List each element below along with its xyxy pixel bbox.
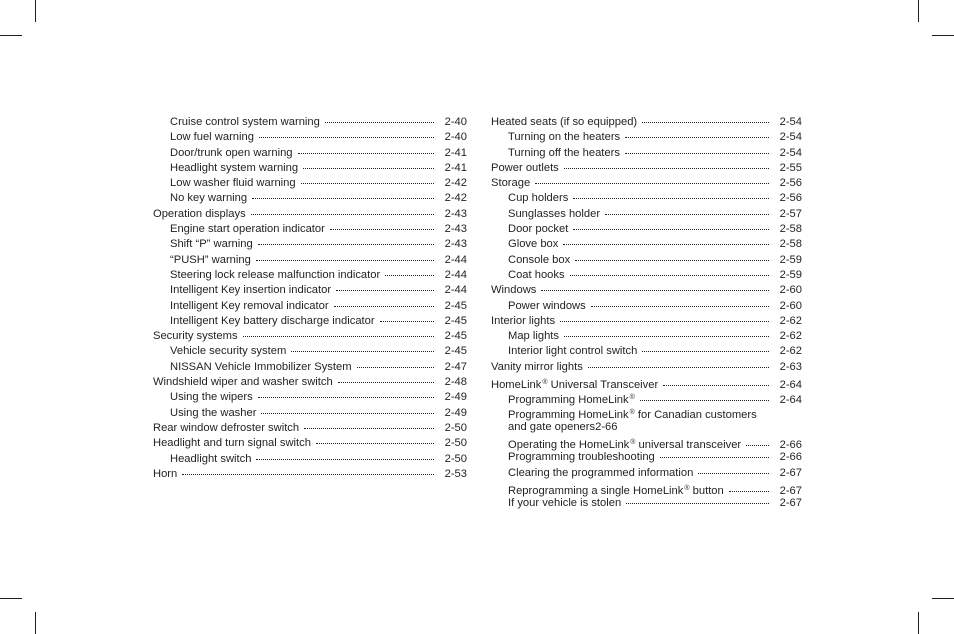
toc-subentry[interactable]: [491, 268, 802, 283]
toc-subentry[interactable]: [153, 283, 467, 298]
toc-subentry[interactable]: [491, 329, 802, 344]
toc-subentry[interactable]: [153, 115, 467, 130]
toc-entry-title: [491, 283, 536, 298]
dot-leader: [626, 502, 769, 504]
dot-leader: [330, 228, 434, 230]
toc-entry-title: [491, 176, 530, 191]
toc-entry-title: [508, 496, 621, 511]
dot-leader: [625, 136, 769, 138]
dot-leader: [261, 412, 434, 414]
toc-entry-page: 2-42: [444, 177, 467, 190]
toc-entry-title: [170, 314, 375, 329]
registered-mark: ®: [684, 484, 690, 492]
dot-leader: [588, 366, 769, 368]
toc-subentry[interactable]: [153, 161, 467, 176]
toc-entry-title: [508, 222, 568, 237]
toc-entry[interactable]: [491, 176, 802, 191]
toc-subentry[interactable]: [153, 253, 467, 268]
toc-entry-title: [170, 406, 256, 421]
toc-entry-title-text: Rear window defroster switch: [153, 421, 300, 434]
toc-entry-title: [153, 467, 177, 482]
toc-entry-page: 2-45: [444, 330, 467, 343]
toc-entry-title: [508, 253, 570, 268]
toc-entry-title-text: Headlight switch: [170, 452, 252, 465]
toc-entry-title-text: HomeLink: [491, 379, 542, 392]
dot-leader: [541, 289, 769, 291]
dot-leader: [385, 274, 434, 276]
toc-entry-title-text: Cup holders: [508, 192, 569, 205]
toc-entry-title-text: Windshield wiper and washer switch: [153, 376, 333, 389]
toc-entry[interactable]: [491, 115, 802, 130]
toc-subentry[interactable]: [153, 314, 467, 329]
toc-entry-page: 2-40: [444, 116, 467, 128]
toc-entry-title: [170, 268, 380, 283]
dot-leader: [729, 490, 769, 492]
toc-entry-title: [170, 360, 352, 375]
toc-subentry[interactable]: [491, 299, 802, 314]
dot-leader: [338, 381, 434, 383]
crop-mark-top-left-h: [0, 35, 22, 36]
toc-entry-title: [508, 268, 565, 283]
toc-entry-page: 2-54: [779, 116, 802, 128]
toc-subentry[interactable]: [153, 390, 467, 405]
toc-entry-title-text: Intelligent Key removal indicator: [170, 299, 329, 312]
toc-entry-title-text: Security systems: [153, 330, 238, 343]
crop-mark-top-right-h: [932, 35, 954, 36]
dot-leader: [663, 384, 769, 386]
toc-entry-title-text: Vanity mirror lights: [491, 360, 583, 373]
dot-leader: [258, 243, 434, 245]
toc-entry-title-text: Map lights: [508, 330, 559, 343]
toc-entry-title-text: Coat hooks: [508, 268, 565, 281]
toc-entry-title-suffix: button: [689, 484, 724, 497]
toc-entry-title-continued: and gate openers: [508, 420, 596, 433]
toc-entry-title-text: Turning on the heaters: [508, 131, 621, 144]
toc-entry-page: 2-66: [779, 451, 802, 464]
toc-entry-title-text: Windows: [491, 284, 537, 297]
dot-leader: [746, 444, 769, 446]
toc-entry-page: 2-44: [444, 253, 467, 266]
dot-leader: [605, 213, 769, 215]
dot-leader: [256, 458, 434, 460]
toc-entry-page: 2-47: [444, 360, 467, 373]
toc-entry-title: [491, 161, 559, 176]
toc-entry-page: 2-67: [779, 466, 802, 479]
toc-entry-page: 2-48: [444, 376, 467, 389]
toc-entry[interactable]: [153, 375, 467, 390]
dot-leader: [591, 305, 769, 307]
toc-entry-title-text: Glove box: [508, 238, 559, 251]
toc-entry-page: 2-45: [444, 299, 467, 312]
toc-subentry[interactable]: [491, 481, 802, 496]
toc-subentry[interactable]: [491, 435, 802, 450]
dot-leader: [660, 456, 769, 458]
toc-entry-title-text: Vehicle security system: [170, 345, 287, 358]
toc-entry-title: [170, 283, 331, 298]
toc-entry-title-text: Programming troubleshooting: [508, 451, 655, 464]
toc-entry-title-text: Interior lights: [491, 314, 556, 327]
toc-entry-title: [508, 191, 568, 206]
dot-leader: [564, 167, 769, 169]
dot-leader: [336, 289, 434, 291]
dot-leader: [252, 197, 434, 199]
toc-entry-title: [170, 161, 298, 176]
toc-entry-page: 2-58: [779, 238, 802, 251]
toc-entry-title: [170, 299, 329, 314]
toc-subentry[interactable]: [491, 450, 802, 465]
toc-entry-title-text: Operating the HomeLink: [508, 438, 630, 451]
toc-right-column: [491, 115, 802, 511]
dot-leader: [316, 442, 434, 444]
toc-entry[interactable]: [153, 329, 467, 344]
toc-entry-title: [508, 390, 635, 408]
toc-entry-page: 2-64: [779, 394, 802, 407]
toc-subentry[interactable]: [491, 390, 802, 405]
toc-entry[interactable]: [491, 360, 802, 375]
dot-leader: [182, 473, 434, 475]
toc-entry-page: 2-59: [779, 253, 802, 266]
dot-leader: [258, 396, 434, 398]
toc-entry-page: 2-55: [779, 161, 802, 174]
toc-entry-title: [491, 360, 583, 375]
registered-mark: ®: [542, 379, 548, 387]
crop-mark-bottom-right-h: [932, 598, 954, 599]
toc-subentry[interactable]: [491, 222, 802, 237]
toc-entry-title: [170, 115, 320, 130]
toc-entry-page: 2-62: [779, 345, 802, 358]
dot-leader: [564, 335, 769, 337]
toc-entry-title-text: Using the wipers: [170, 391, 253, 404]
toc-entry-title: [153, 207, 246, 222]
toc-subentry[interactable]: [153, 268, 467, 283]
toc-entry-title: [170, 253, 251, 268]
toc-entry-title-text: Headlight and turn signal switch: [153, 437, 311, 450]
toc-entry-page: 2-44: [444, 268, 467, 281]
toc-entry-title-text: Sunglasses holder: [508, 207, 601, 220]
toc-entry-title-text: Programming HomeLink: [508, 408, 629, 421]
toc-entry-title: [153, 329, 238, 344]
dot-leader: [298, 152, 434, 154]
toc-entry-title-text: Power outlets: [491, 161, 559, 174]
toc-entry[interactable]: [491, 283, 802, 298]
toc-entry-title: [491, 314, 555, 329]
toc-entry-title-text: Headlight system warning: [170, 161, 299, 174]
dot-leader: [325, 121, 434, 123]
toc-entry-title: [170, 146, 293, 161]
dot-leader: [334, 305, 434, 307]
toc-entry-title-text: NISSAN Vehicle Immobilizer System: [170, 360, 352, 373]
toc-entry-page: 2-63: [779, 360, 802, 373]
toc-entry-title-text: Cruise control system warning: [170, 116, 320, 128]
toc-entry-page: 2-49: [444, 391, 467, 404]
dot-leader: [563, 243, 769, 245]
toc-entry-title-text: Low fuel warning: [170, 131, 254, 144]
toc-entry-title-text: Interior light control switch: [508, 345, 638, 358]
crop-mark-bottom-left: [35, 612, 36, 634]
toc-entry-title-text: Engine start operation indicator: [170, 223, 325, 236]
crop-mark-top-left: [35, 0, 36, 22]
toc-entry-page: 2-43: [444, 207, 467, 220]
toc-entry-title-text: Low washer fluid warning: [170, 177, 296, 190]
toc-subentry[interactable]: [153, 299, 467, 314]
dot-leader: [303, 167, 434, 169]
toc-entry-page: 2-57: [779, 207, 802, 220]
toc-entry-title-text: Power windows: [508, 299, 586, 312]
toc-entry[interactable]: [491, 161, 802, 176]
toc-entry-page: 2-66: [595, 420, 618, 433]
toc-entry-page: 2-50: [444, 421, 467, 434]
dot-leader: [256, 259, 434, 261]
toc-entry-title-text: No key warning: [170, 192, 248, 205]
toc-entry-title: [508, 299, 586, 314]
toc-entry[interactable]: [491, 314, 802, 329]
toc-entry-title-suffix: for Canadian customers: [634, 408, 757, 421]
toc-entry-page: 2-50: [444, 452, 467, 465]
toc-subentry[interactable]: [491, 191, 802, 206]
toc-subentry[interactable]: [153, 452, 467, 467]
dot-leader: [642, 121, 769, 123]
dot-leader: [357, 366, 434, 368]
toc-entry-page: 2-62: [779, 314, 802, 327]
toc-subentry[interactable]: [153, 237, 467, 252]
dot-leader: [560, 320, 769, 322]
toc-subentry[interactable]: [153, 146, 467, 161]
dot-leader: [301, 182, 434, 184]
toc-entry-title: [508, 207, 600, 222]
toc-subentry[interactable]: [491, 496, 802, 511]
toc-entry-page: 2-56: [779, 192, 802, 205]
toc-subentry[interactable]: [153, 222, 467, 237]
toc-subentry[interactable]: [153, 191, 467, 206]
toc-entry-page: 2-45: [444, 345, 467, 358]
toc-entry-title: [153, 375, 333, 390]
toc-entry-title-text: Steering lock release malfunction indicator: [170, 268, 381, 281]
toc-entry-page: 2-40: [444, 131, 467, 144]
toc-entry-title: [170, 344, 286, 359]
crop-mark-bottom-left-h: [0, 598, 22, 599]
toc-entry-title-text: Programming HomeLink: [508, 394, 629, 407]
toc-entry-page: 2-56: [779, 177, 802, 190]
dot-leader: [573, 228, 769, 230]
dot-leader: [642, 350, 769, 352]
toc-entry-title-text: Console box: [508, 253, 571, 266]
toc-entry[interactable]: [491, 406, 802, 435]
toc-entry-title-text: Intelligent Key battery discharge indicator: [170, 314, 375, 327]
toc-entry-page: 2-54: [779, 146, 802, 159]
toc-entry-page: 2-59: [779, 268, 802, 281]
toc-entry-title-text: Door/trunk open warning: [170, 146, 293, 159]
toc-subentry[interactable]: [153, 130, 467, 145]
dot-leader: [570, 274, 769, 276]
toc-entry-page: 2-60: [779, 284, 802, 297]
toc-entry[interactable]: [153, 207, 467, 222]
toc-entry-title: [153, 421, 299, 436]
toc-entry-title-suffix: universal transceiver: [635, 438, 742, 451]
toc-entry-page: 2-67: [779, 497, 802, 510]
toc-entry-title: [170, 222, 325, 237]
toc-entry-title-text: If your vehicle is stolen: [508, 497, 622, 510]
toc-entry-line: [508, 420, 802, 435]
toc-entry-title: [153, 436, 311, 451]
toc-left-column: [153, 115, 467, 482]
dot-leader: [251, 213, 434, 215]
toc-entry-title: [170, 191, 247, 206]
toc-subentry[interactable]: [153, 406, 467, 421]
dot-leader: [304, 427, 434, 429]
toc-entry-page: 2-53: [444, 467, 467, 480]
toc-entry[interactable]: [153, 467, 467, 482]
toc-entry-title: [508, 450, 655, 465]
toc-entry-title: [170, 452, 251, 467]
crop-mark-top-right: [918, 0, 919, 22]
toc-subentry[interactable]: [491, 146, 802, 161]
toc-entry-title-text: Reprogramming a single HomeLink: [508, 484, 684, 497]
toc-subentry[interactable]: [153, 344, 467, 359]
toc-entry-title-text: “PUSH” warning: [170, 253, 251, 266]
dot-leader: [640, 399, 769, 401]
dot-leader: [291, 350, 434, 352]
toc-entry-page: 2-64: [779, 379, 802, 392]
toc-entry-title-text: Shift “P” warning: [170, 238, 253, 251]
toc-entry-page: 2-49: [444, 406, 467, 419]
toc-entry-page: 2-54: [779, 131, 802, 144]
toc-entry-page: 2-45: [444, 314, 467, 327]
toc-subentry[interactable]: [153, 176, 467, 191]
dot-leader: [698, 472, 769, 474]
toc-entry-title-text: Storage: [491, 177, 531, 190]
toc-entry-title-text: Operation displays: [153, 207, 246, 220]
toc-entry-title-text: Horn: [153, 467, 178, 480]
toc-entry-title: [170, 237, 253, 252]
toc-entry-page: 2-43: [444, 223, 467, 236]
registered-mark: ®: [629, 394, 635, 402]
toc-subentry[interactable]: [491, 253, 802, 268]
crop-mark-bottom-right: [918, 612, 919, 634]
registered-mark: ®: [629, 408, 635, 416]
toc-entry[interactable]: [153, 436, 467, 451]
toc-entry-title: [508, 130, 620, 145]
toc-entry-title: [508, 329, 559, 344]
toc-entry-page: 2-43: [444, 238, 467, 251]
dot-leader: [259, 136, 434, 138]
toc-entry-title: [170, 176, 296, 191]
toc-entry-title-text: Using the washer: [170, 406, 257, 419]
toc-subentry[interactable]: [491, 207, 802, 222]
toc-entry-page: 2-62: [779, 330, 802, 343]
toc-entry-title: [491, 115, 637, 130]
toc-entry-title-text: Intelligent Key insertion indicator: [170, 284, 332, 297]
toc-entry[interactable]: [153, 421, 467, 436]
toc-entry-title-text: Clearing the programmed information: [508, 466, 694, 479]
toc-entry-page: 2-60: [779, 299, 802, 312]
dot-leader: [573, 197, 769, 199]
dot-leader: [243, 335, 434, 337]
toc-entry-page: 2-50: [444, 437, 467, 450]
dot-leader: [535, 182, 769, 184]
toc-entry-page: 2-42: [444, 192, 467, 205]
toc-entry-title-text: Turning off the heaters: [508, 146, 620, 159]
toc-entry-title: [508, 466, 693, 481]
toc-entry-page: 2-58: [779, 223, 802, 236]
toc-subentry[interactable]: [491, 130, 802, 145]
toc-entry-page: 2-41: [444, 161, 467, 174]
toc-entry-title-suffix: Universal Transceiver: [547, 379, 659, 392]
dot-leader: [625, 152, 769, 154]
toc-entry-page: 2-67: [779, 484, 802, 497]
dot-leader: [380, 320, 434, 322]
toc-entry-title: [508, 237, 558, 252]
toc-entry-title-text: Heated seats (if so equipped): [491, 116, 638, 128]
dot-leader: [575, 259, 769, 261]
toc-subentry[interactable]: [491, 466, 802, 481]
toc-entry-title: [170, 130, 254, 145]
toc-subentry[interactable]: [153, 360, 467, 375]
toc-entry-page: 2-41: [444, 146, 467, 159]
toc-entry[interactable]: [491, 375, 802, 390]
toc-subentry[interactable]: [491, 237, 802, 252]
registered-mark: ®: [630, 438, 636, 446]
toc-entry-title: [508, 344, 637, 359]
toc-entry-title: [508, 146, 620, 161]
toc-entry-page: 2-44: [444, 284, 467, 297]
toc-entry-page: 2-66: [779, 438, 802, 451]
toc-subentry[interactable]: [491, 344, 802, 359]
toc-entry-title-text: Door pocket: [508, 223, 569, 236]
toc-entry-title: [170, 390, 253, 405]
